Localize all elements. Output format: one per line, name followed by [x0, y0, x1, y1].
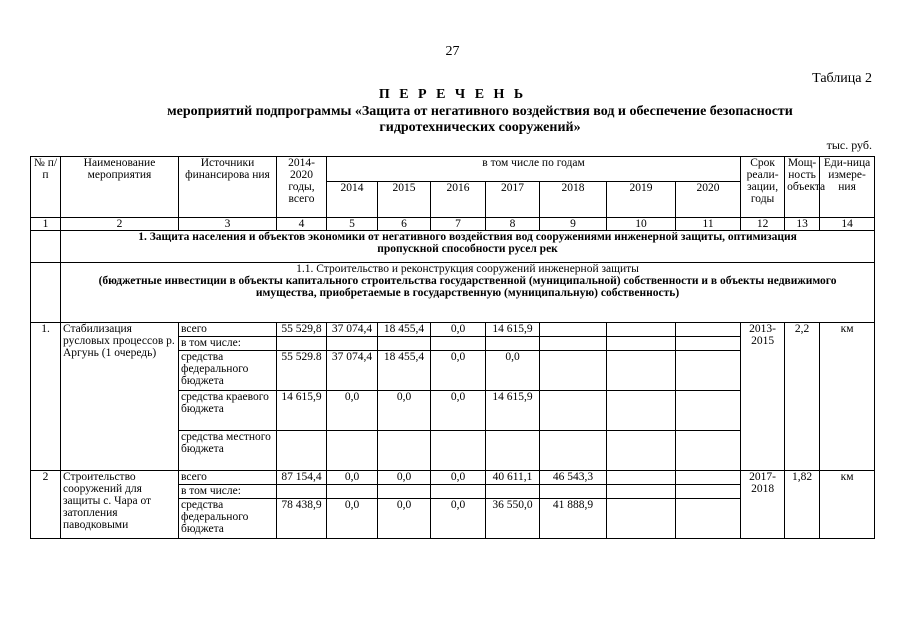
- value-2020: [676, 323, 741, 337]
- value-2019: [607, 499, 676, 539]
- value-total: 55 529.8: [277, 351, 327, 391]
- source-label: в том числе:: [179, 337, 277, 351]
- document-subtitle: мероприятий подпрограммы «Защита от негативного воздействия вод и обеспечение безопасности гидротехнических сооружений»: [167, 104, 793, 135]
- column-number: 4: [277, 218, 327, 231]
- value-2015: [378, 337, 431, 351]
- column-number: 2: [61, 218, 179, 231]
- column-number: 6: [378, 218, 431, 231]
- value-total: [277, 485, 327, 499]
- value-2014: [327, 431, 378, 471]
- measure-name: Стабилизация русловых процессов р. Аргунь (1 очередь): [61, 323, 179, 471]
- value-2016: 0,0: [431, 499, 486, 539]
- value-2016: 0,0: [431, 351, 486, 391]
- source-label: всего: [179, 471, 277, 485]
- value-2016: [431, 337, 486, 351]
- value-2018: 46 543,3: [540, 471, 607, 485]
- source-label: средства федерального бюджета: [179, 499, 277, 539]
- value-2020: [676, 391, 741, 431]
- column-number: 8: [486, 218, 540, 231]
- header-row-1: [31, 157, 875, 182]
- header-sources: Источники финансирова ния: [179, 157, 277, 218]
- section-1-row: [31, 231, 875, 263]
- value-total: [277, 337, 327, 351]
- period: 2013-2015: [741, 323, 785, 471]
- value-2017: [486, 485, 540, 499]
- column-number: 5: [327, 218, 378, 231]
- value-2014: [327, 337, 378, 351]
- column-number: 10: [607, 218, 676, 231]
- value-2018: [540, 337, 607, 351]
- value-2015: 0,0: [378, 499, 431, 539]
- value-2016: [431, 431, 486, 471]
- value-2019: [607, 337, 676, 351]
- value-2019: [607, 485, 676, 499]
- value-2018: [540, 323, 607, 337]
- value-2014: [327, 485, 378, 499]
- section-1-1-heading: [61, 263, 875, 323]
- row-number: 2: [31, 471, 61, 539]
- value-2019: [607, 391, 676, 431]
- value-2015: [378, 485, 431, 499]
- row-number: 1.: [31, 323, 61, 471]
- source-label: средства местного бюджета: [179, 431, 277, 471]
- value-2017: [486, 337, 540, 351]
- column-number: 13: [785, 218, 820, 231]
- value-2016: 0,0: [431, 391, 486, 431]
- units-label: тыс. руб.: [826, 138, 872, 152]
- header-total: 2014-2020 годы, всего: [277, 157, 327, 218]
- value-2020: [676, 351, 741, 391]
- value-2020: [676, 485, 741, 499]
- header-capacity: Мощ-ность объекта: [785, 157, 820, 218]
- table-row: [31, 323, 875, 337]
- value-2020: [676, 471, 741, 485]
- value-2015: [378, 431, 431, 471]
- section-1-1-description: (бюджетные инвестиции в объекты капитального строительства государственной (муниципальной) собственности и в объекты недвижимого имущества, приобретаемые в государственную (муниципальную) собственность): [98, 275, 837, 299]
- header-year: 2020: [676, 182, 741, 218]
- header-year: 2014: [327, 182, 378, 218]
- column-number: 9: [540, 218, 607, 231]
- value-2019: [607, 471, 676, 485]
- source-label: в том числе:: [179, 485, 277, 499]
- column-number: 7: [431, 218, 486, 231]
- value-2017: 40 611,1: [486, 471, 540, 485]
- value-2018: [540, 485, 607, 499]
- capacity: 2,2: [785, 323, 820, 471]
- value-2019: [607, 431, 676, 471]
- table-label: Таблица 2: [812, 71, 872, 86]
- header-num: № п/п: [31, 157, 61, 218]
- value-2017: 14 615,9: [486, 391, 540, 431]
- value-2018: [540, 391, 607, 431]
- value-2014: 0,0: [327, 391, 378, 431]
- column-number: 12: [741, 218, 785, 231]
- header-year: 2015: [378, 182, 431, 218]
- value-2018: 41 888,9: [540, 499, 607, 539]
- value-2014: 0,0: [327, 471, 378, 485]
- unit: км: [820, 471, 875, 539]
- header-period: Срок реали-зации, годы: [741, 157, 785, 218]
- value-2018: [540, 431, 607, 471]
- value-2017: [486, 431, 540, 471]
- value-2017: 0,0: [486, 351, 540, 391]
- header-year: 2018: [540, 182, 607, 218]
- page-number: 27: [445, 44, 460, 59]
- value-2017: 36 550,0: [486, 499, 540, 539]
- capacity: 1,82: [785, 471, 820, 539]
- value-2014: 37 074,4: [327, 351, 378, 391]
- table-row: [31, 471, 875, 485]
- value-total: 55 529,8: [277, 323, 327, 337]
- source-label: всего: [179, 323, 277, 337]
- unit: км: [820, 323, 875, 471]
- source-label: средства федерального бюджета: [179, 351, 277, 391]
- source-label: средства краевого бюджета: [179, 391, 277, 431]
- measures-table: [30, 156, 875, 539]
- value-2020: [676, 499, 741, 539]
- value-2017: 14 615,9: [486, 323, 540, 337]
- document-title: П Е Р Е Ч Е Н Ь: [378, 87, 527, 102]
- value-2014: 37 074,4: [327, 323, 378, 337]
- value-2015: 0,0: [378, 391, 431, 431]
- value-2020: [676, 337, 741, 351]
- header-year: 2017: [486, 182, 540, 218]
- column-number: 11: [676, 218, 741, 231]
- value-total: 78 438,9: [277, 499, 327, 539]
- value-2016: [431, 485, 486, 499]
- value-2016: 0,0: [431, 323, 486, 337]
- value-2016: 0,0: [431, 471, 486, 485]
- section-1-1-title: 1.1. Строительство и реконструкция сооружений инженерной защиты: [296, 263, 639, 275]
- value-2015: 0,0: [378, 471, 431, 485]
- value-total: 14 615,9: [277, 391, 327, 431]
- header-unit: Еди-ница измере-ния: [820, 157, 875, 218]
- value-2020: [676, 431, 741, 471]
- value-2019: [607, 323, 676, 337]
- value-2014: 0,0: [327, 499, 378, 539]
- value-2019: [607, 351, 676, 391]
- column-numbers-row: [31, 218, 875, 231]
- value-total: 87 154,4: [277, 471, 327, 485]
- header-year: 2016: [431, 182, 486, 218]
- header-by-years: в том числе по годам: [327, 157, 741, 182]
- value-2018: [540, 351, 607, 391]
- period: 2017-2018: [741, 471, 785, 539]
- column-number: 1: [31, 218, 61, 231]
- value-total: [277, 431, 327, 471]
- value-2015: 18 455,4: [378, 351, 431, 391]
- section-1-1-row: [31, 263, 875, 323]
- header-name: Наименование мероприятия: [61, 157, 179, 218]
- header-year: 2019: [607, 182, 676, 218]
- column-number: 3: [179, 218, 277, 231]
- measure-name: Строительство сооружений для защиты с. Чара от затопления паводковыми: [61, 471, 179, 539]
- column-number: 14: [820, 218, 875, 231]
- value-2015: 18 455,4: [378, 323, 431, 337]
- section-1-heading: 1. Защита населения и объектов экономики от негативного воздействия вод сооружениями инженерной защиты, оптимизация пропускной способности русел рек: [61, 231, 875, 263]
